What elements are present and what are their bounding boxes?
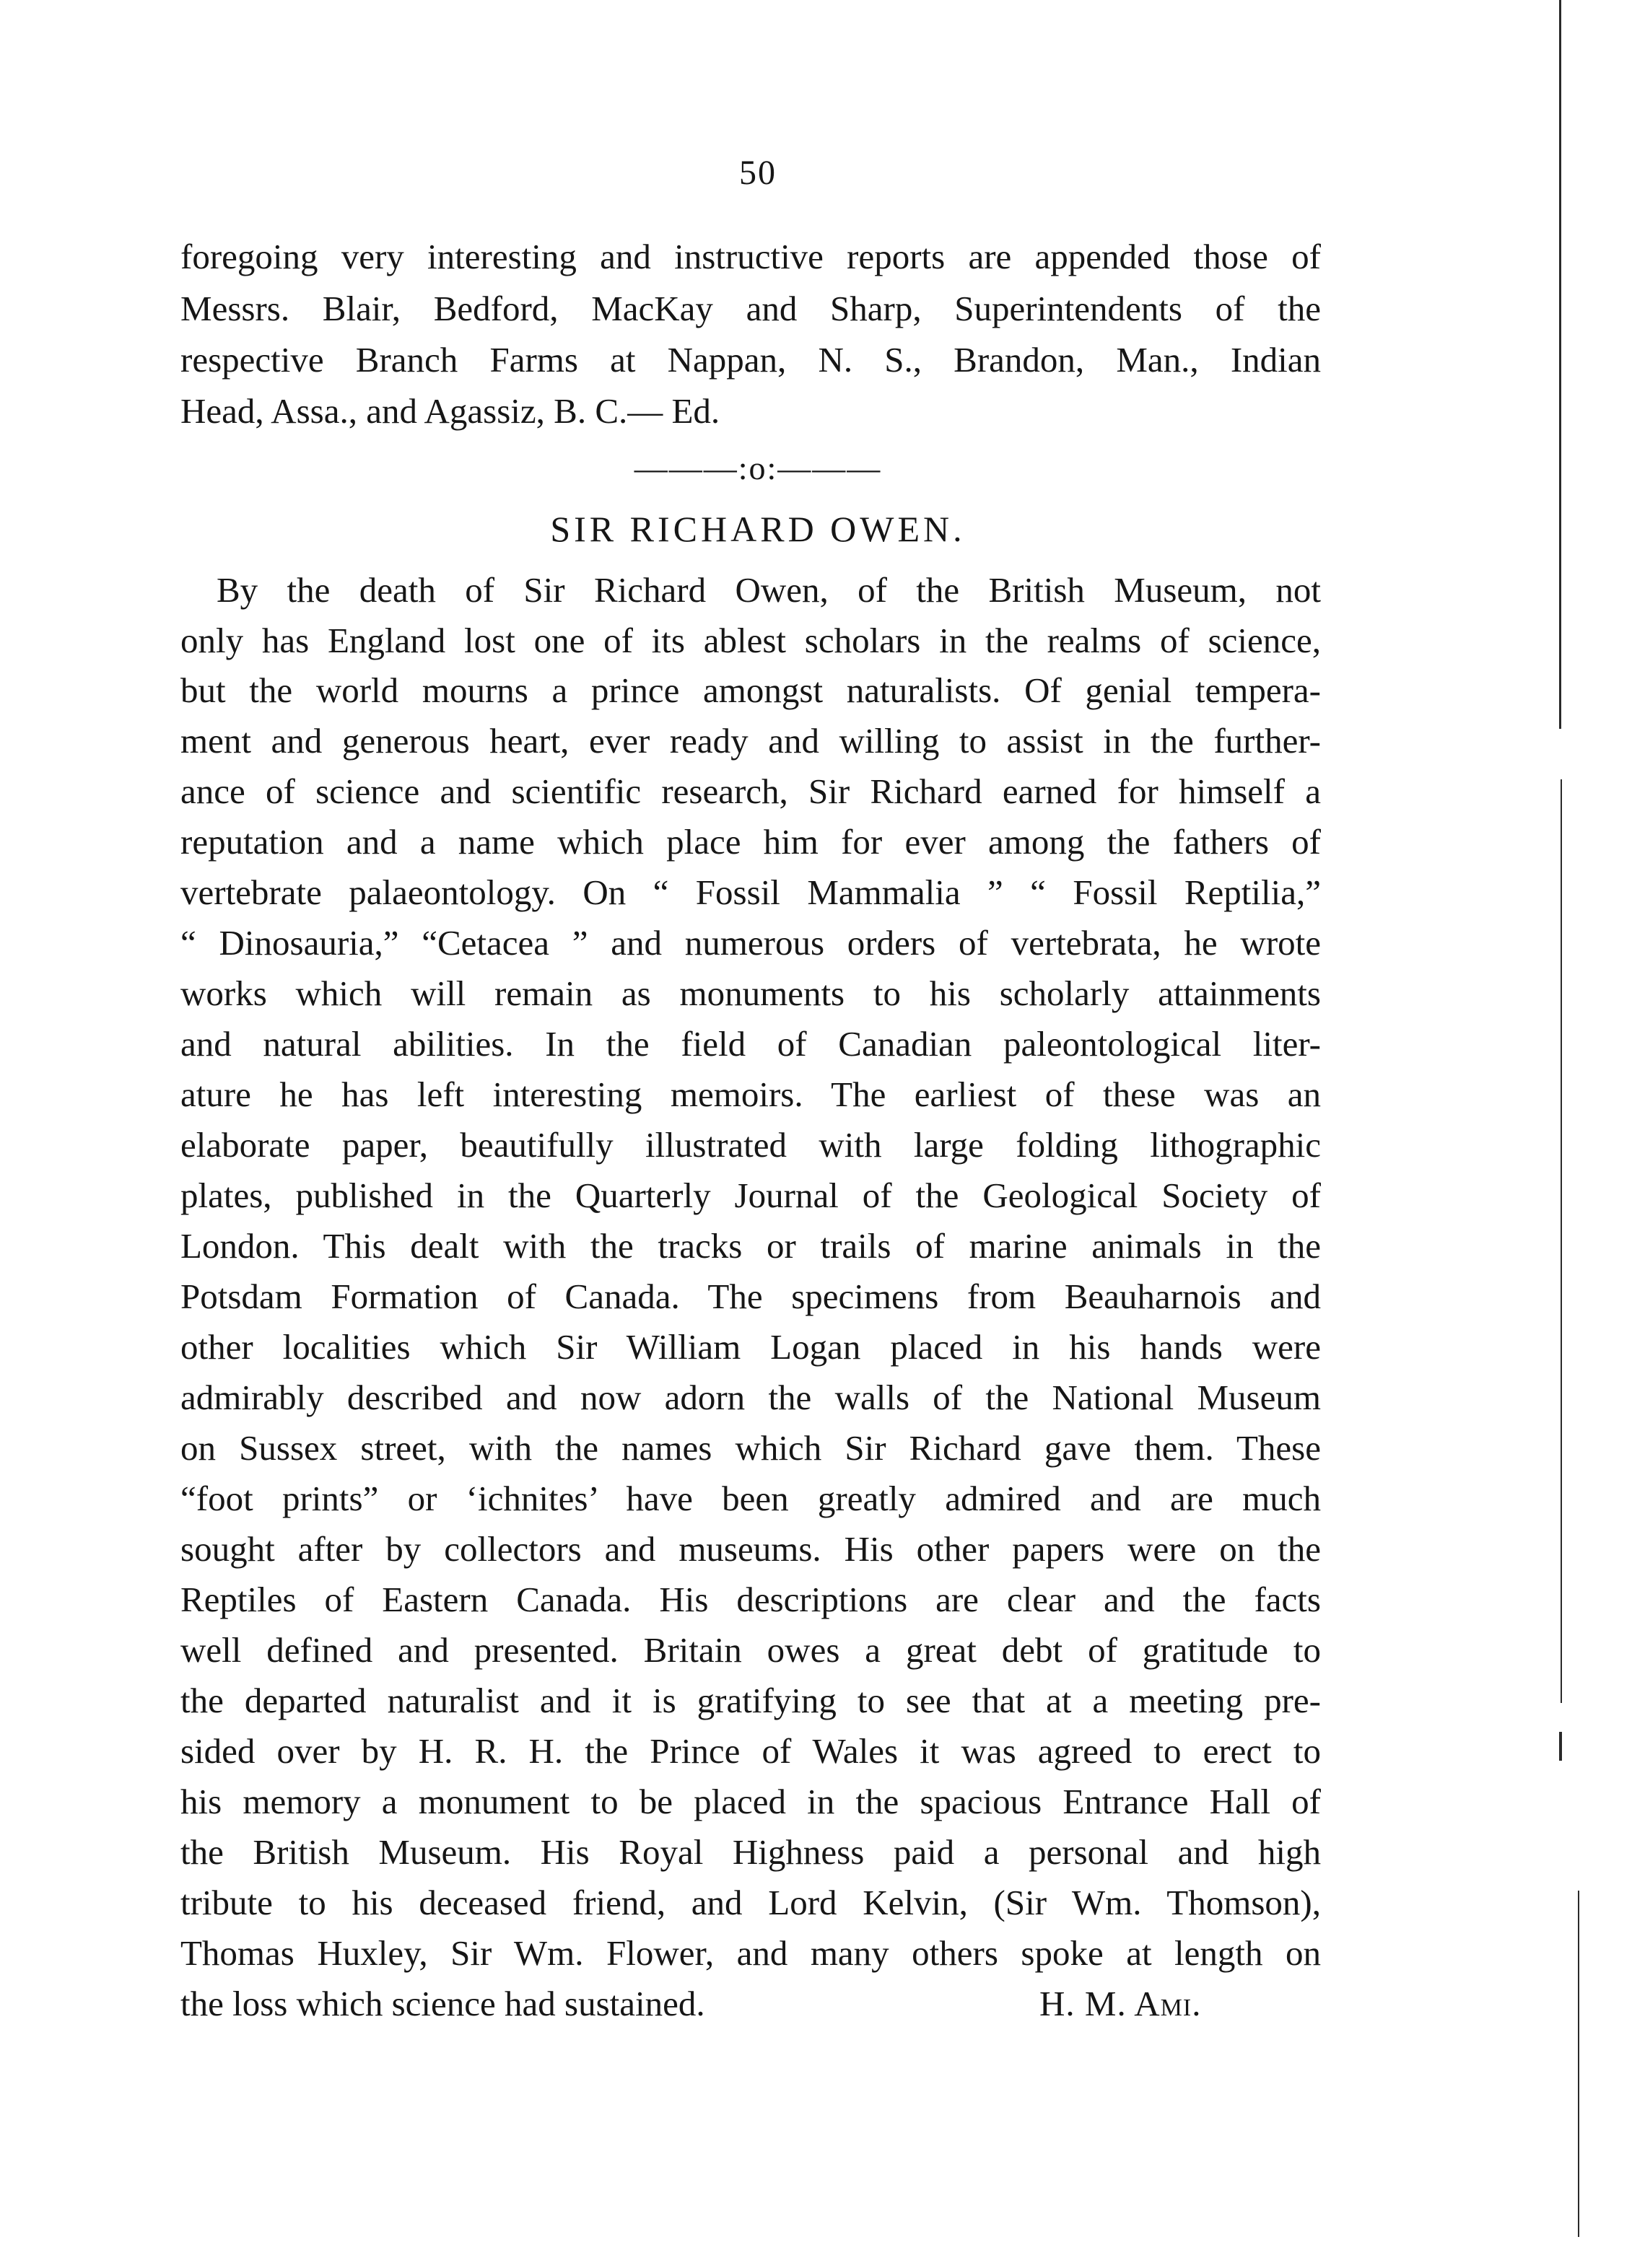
- text-line: Messrs. Blair, Bedford, MacKay and Sharp, Superintendents of the: [180, 289, 1321, 328]
- text-line: London. This dealt with the tracks or trails of marine animals in the: [180, 1226, 1321, 1266]
- scan-edge-mark: [1561, 779, 1562, 1703]
- text-line: reputation and a name which place him for ever among the fathers of: [180, 822, 1321, 862]
- text-line: ature he has left interesting memoirs. The earliest of these was an: [180, 1074, 1321, 1114]
- scan-edge-mark: [1559, 0, 1561, 729]
- text-line: “foot prints” or ‘ichnites’ have been greatly admired and are much: [180, 1479, 1321, 1518]
- section-heading: SIR RICHARD OWEN.: [550, 509, 966, 549]
- text-line: sided over by H. R. H. the Prince of Wales it was agreed to erect to: [180, 1731, 1321, 1771]
- text-line: only has England lost one of its ablest scholars in the realms of science,: [180, 621, 1321, 660]
- text-line: elaborate paper, beautifully illustrated with large folding lithographic: [180, 1125, 1321, 1165]
- scan-edge-mark: [1578, 1891, 1579, 2237]
- text-line: respective Branch Farms at Nappan, N. S., Brandon, Man., Indian: [180, 340, 1321, 380]
- text-line: “ Dinosauria,” “Cetacea ” and numerous orders of vertebrata, he wrote: [180, 923, 1321, 963]
- text-line: but the world mourns a prince amongst naturalists. Of genial tempera-: [180, 670, 1321, 710]
- section-divider: ———:o:———: [634, 450, 882, 486]
- closing-line-with-signature: [180, 1982, 1321, 2026]
- text-line: ance of science and scientific research, Sir Richard earned for himself a: [180, 771, 1321, 811]
- text-line: and natural abilities. In the field of Canadian paleontological liter-: [180, 1024, 1321, 1064]
- closing-text: the loss which science had sustained.: [180, 1984, 705, 2023]
- text-line: his memory a monument to be placed in the spacious Entrance Hall of: [180, 1782, 1321, 1821]
- text-line: the British Museum. His Royal Highness paid a personal and high: [180, 1832, 1321, 1872]
- text-line: the departed naturalist and it is gratifying to see that at a meeting pre-: [180, 1681, 1321, 1720]
- page-number: 50: [739, 154, 777, 192]
- author-signature: H. M. Ami.: [1039, 1984, 1202, 2023]
- text-line: Head, Assa., and Agassiz, B. C.— Ed.: [180, 391, 720, 431]
- text-line: other localities which Sir William Logan placed in his hands were: [180, 1327, 1321, 1367]
- text-line: well defined and presented. Britain owes a great debt of gratitude to: [180, 1630, 1321, 1670]
- text-line: Reptiles of Eastern Canada. His descriptions are clear and the facts: [180, 1580, 1321, 1619]
- text-line: on Sussex street, with the names which Sir Richard gave them. These: [180, 1428, 1321, 1468]
- text-line: works which will remain as monuments to his scholarly attainments: [180, 973, 1321, 1013]
- text-line: Potsdam Formation of Canada. The specimens from Beauharnois and: [180, 1277, 1321, 1316]
- scan-edge-mark: [1559, 1732, 1562, 1761]
- text-line: By the death of Sir Richard Owen, of the British Museum, not: [217, 570, 1321, 610]
- text-line: Thomas Huxley, Sir Wm. Flower, and many others spoke at length on: [180, 1933, 1321, 1973]
- text-line: ment and generous heart, ever ready and willing to assist in the further-: [180, 721, 1321, 761]
- text-line: plates, published in the Quarterly Journal of the Geological Society of: [180, 1175, 1321, 1215]
- text-line: vertebrate palaeontology. On “ Fossil Mammalia ” “ Fossil Reptilia,”: [180, 872, 1321, 912]
- text-line: admirably described and now adorn the walls of the National Museum: [180, 1378, 1321, 1417]
- text-line: sought after by collectors and museums. His other papers were on the: [180, 1529, 1321, 1569]
- text-line: tribute to his deceased friend, and Lord Kelvin, (Sir Wm. Thomson),: [180, 1883, 1321, 1922]
- text-line: foregoing very interesting and instructive reports are appended those of: [180, 237, 1321, 276]
